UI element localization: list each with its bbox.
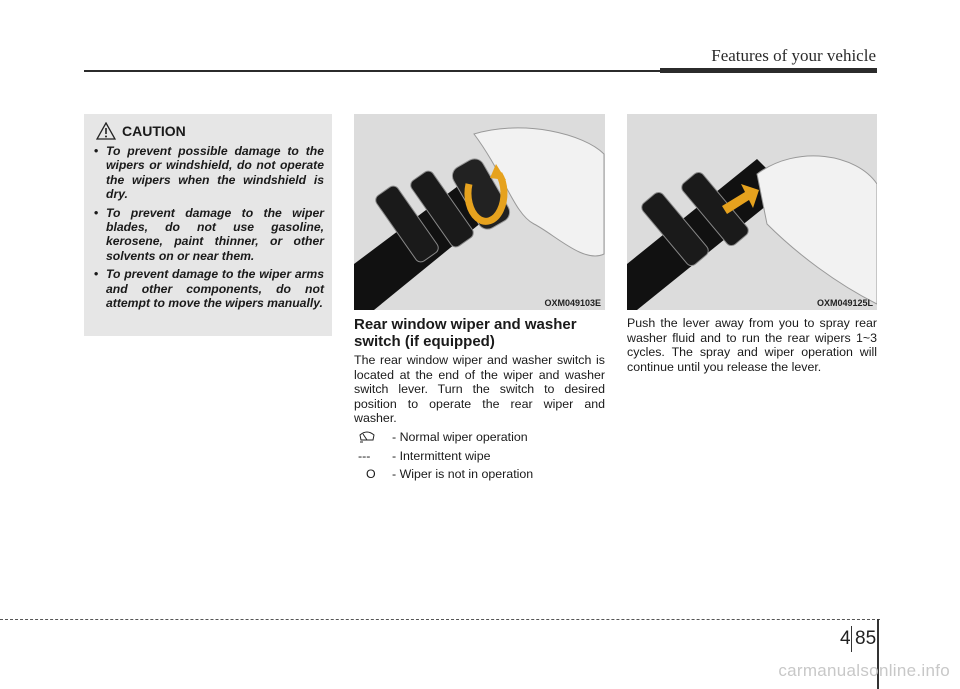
- legend-symbol: O: [366, 467, 376, 482]
- wiper-icon: [358, 430, 376, 444]
- switch-legend: [356, 428, 606, 484]
- legend-symbol: [356, 430, 392, 444]
- figure-code: OXM049103E: [544, 298, 601, 308]
- caution-box: [84, 114, 332, 336]
- caution-item: • To prevent damage to the wiper blades, do not use gasoline, kerosene, paint thinner, or other solvents on or near them.: [92, 206, 324, 264]
- caution-item: • To prevent damage to the wiper arms and other components, do not attempt to move the wipers manually.: [92, 267, 324, 310]
- legend-row-normal: [356, 428, 606, 447]
- legend-text: - Wiper is not in operation: [392, 467, 534, 482]
- header-rule-accent: [660, 68, 877, 73]
- figure-rear-washer-push: [627, 114, 877, 310]
- figure-rear-wiper-switch: [354, 114, 605, 310]
- lever-illustration: [354, 114, 605, 310]
- legend-text: - Intermittent wipe: [392, 448, 491, 463]
- watermark: carmanualsonline.info: [778, 661, 950, 680]
- chapter-number: 4: [840, 628, 851, 649]
- lever-illustration: [627, 114, 877, 310]
- legend-row-intermittent: [356, 447, 606, 466]
- legend-text: - Normal wiper operation: [392, 430, 528, 445]
- section-body: The rear window wiper and washer switch is located at the end of the wiper and washer switch lever. Turn the switch to desired position to operate the rear wiper and washer.: [354, 353, 605, 426]
- footer-rule: [0, 619, 880, 620]
- washer-instruction: Push the lever away from you to spray rear washer fluid and to run the rear wipers 1~3 cycles. The spray and wiper operation will continue until you release the lever.: [627, 316, 877, 374]
- header-title: Features of your vehicle: [711, 46, 876, 65]
- page-number: 85: [855, 628, 877, 649]
- warning-triangle-icon: [96, 122, 116, 140]
- legend-symbol: ---: [358, 448, 371, 463]
- caution-title: CAUTION: [122, 123, 186, 139]
- caution-item: • To prevent possible damage to the wipers or windshield, do not operate the wipers when the windshield is dry.: [92, 144, 324, 202]
- legend-row-off: [356, 465, 606, 484]
- caution-header: [96, 122, 324, 140]
- figure-code: OXM049125L: [816, 298, 873, 308]
- caution-list: [92, 144, 324, 310]
- section-title: Rear window wiper and washer switch (if equipped): [354, 316, 577, 350]
- page-divider: [851, 626, 852, 652]
